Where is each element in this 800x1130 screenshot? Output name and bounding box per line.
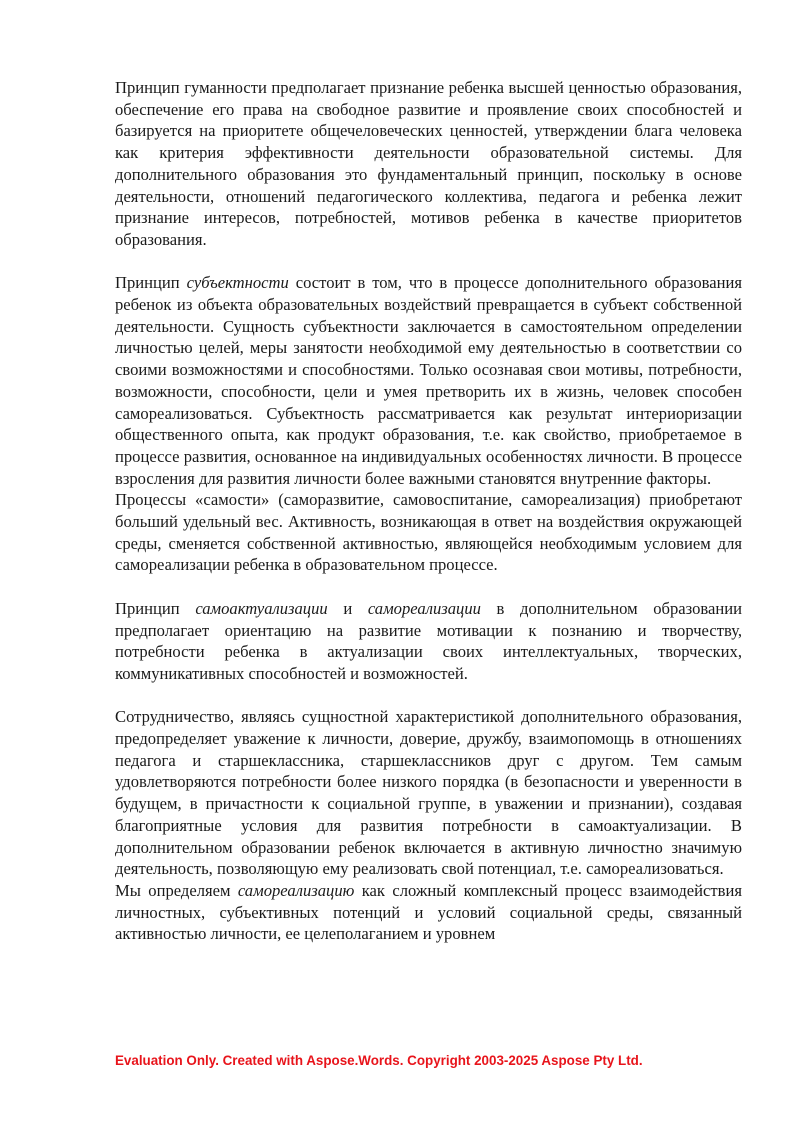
paragraph-cooperation: Сотрудничество, являясь сущностной характеристикой дополнительного образования, предопределяет уважение к личности, доверие, дружбу, взаимопомощь в отношениях педагога и старшеклассника, старшеклассников друг с другом. Тем самым удовлетворяются потребности более низкого порядка (в безопасности и уверенности в будущем, в причастности к социальной группе, в уважении и признании), создавая благоприятные условия для развития потребности в самоактуализации. В дополнительном образовании ребенок включается в активную личностно значимую деятельность, позволяющую ему реализовать свой потенциал, т.е. самореализоваться.: [115, 707, 742, 879]
italic-term: самореализацию: [237, 880, 355, 900]
paragraph-text: Принцип: [115, 273, 187, 293]
paragraph-subjectivity-principle: [115, 272, 742, 489]
paragraph-self-realization-definition: [115, 880, 742, 945]
italic-term: субъектности: [186, 273, 289, 293]
paragraph-text: состоит в том, что в процессе дополнительного образования ребенок из объекта образовательных воздействий превращается в субъект собственной деятельности. Сущность субъектности заключается в самостоятельном определении личностью целей, меры занятости необходимой ему деятельностью в соответствии со своими возможностями и способностями. Только осознавая свои мотивы, потребности, возможности, способности, цели и умея претворить их в жизнь, человек способен самореализоваться. Субъектность рассматривается как результат интериоризации общественного опыта, как продукт образования, т.е. как свойство, приобретаемое в процессе развития, основанное на индивидуальных особенностях личности. В процессе взросления для развития личности более важными становятся внутренние факторы.: [115, 273, 742, 488]
italic-term: самоактуализации: [195, 598, 328, 618]
paragraph-selfhood-processes: Процессы «самости» (саморазвитие, самовоспитание, самореализация) приобретают больший удельный вес. Активность, возникающая в ответ на воздействия окружающей среды, сменяется собственной активностью, являющейся необходимым условием для самореализации ребенка в образовательном процессе.: [115, 490, 742, 575]
paragraph-self-actualization-principle: [115, 598, 742, 685]
paragraph-text: Принцип: [115, 598, 196, 618]
paragraph-text: Мы определяем: [115, 880, 238, 900]
paragraph-humanity-principle: Принцип гуманности предполагает признание ребенка высшей ценностью образования, обеспечение его права на свободное развитие и проявление своих способностей и базируется на приоритете общечеловеческих ценностей, утверждении блага человека как критерия эффективности деятельности образовательной системы. Для дополнительного образования это фундаментальный принцип, поскольку в основе деятельности, отношений педагогического коллектива, педагога и ребенка лежит признание интересов, потребностей, мотивов ребенка в качестве приоритетов образования.: [115, 78, 742, 249]
paragraph-text: как сложный комплексный процесс взаимодействия личностных, субъективных потенций и условий социальной среды, связанный активностью личности, ее целеполаганием и уровнем: [115, 880, 742, 944]
evaluation-watermark: Evaluation Only. Created with Aspose.Words. Copyright 2003-2025 Aspose Pty Ltd.: [115, 1053, 643, 1068]
paragraph-text: и: [327, 598, 368, 618]
paragraph-text: в дополнительном образовании предполагает ориентацию на развитие мотивации к познанию и творчеству, потребности ребенка в актуализации своих интеллектуальных, творческих, коммуникативных способностей и возможностей.: [115, 598, 742, 683]
document-body: [115, 77, 742, 945]
italic-term: самореализации: [367, 598, 481, 618]
